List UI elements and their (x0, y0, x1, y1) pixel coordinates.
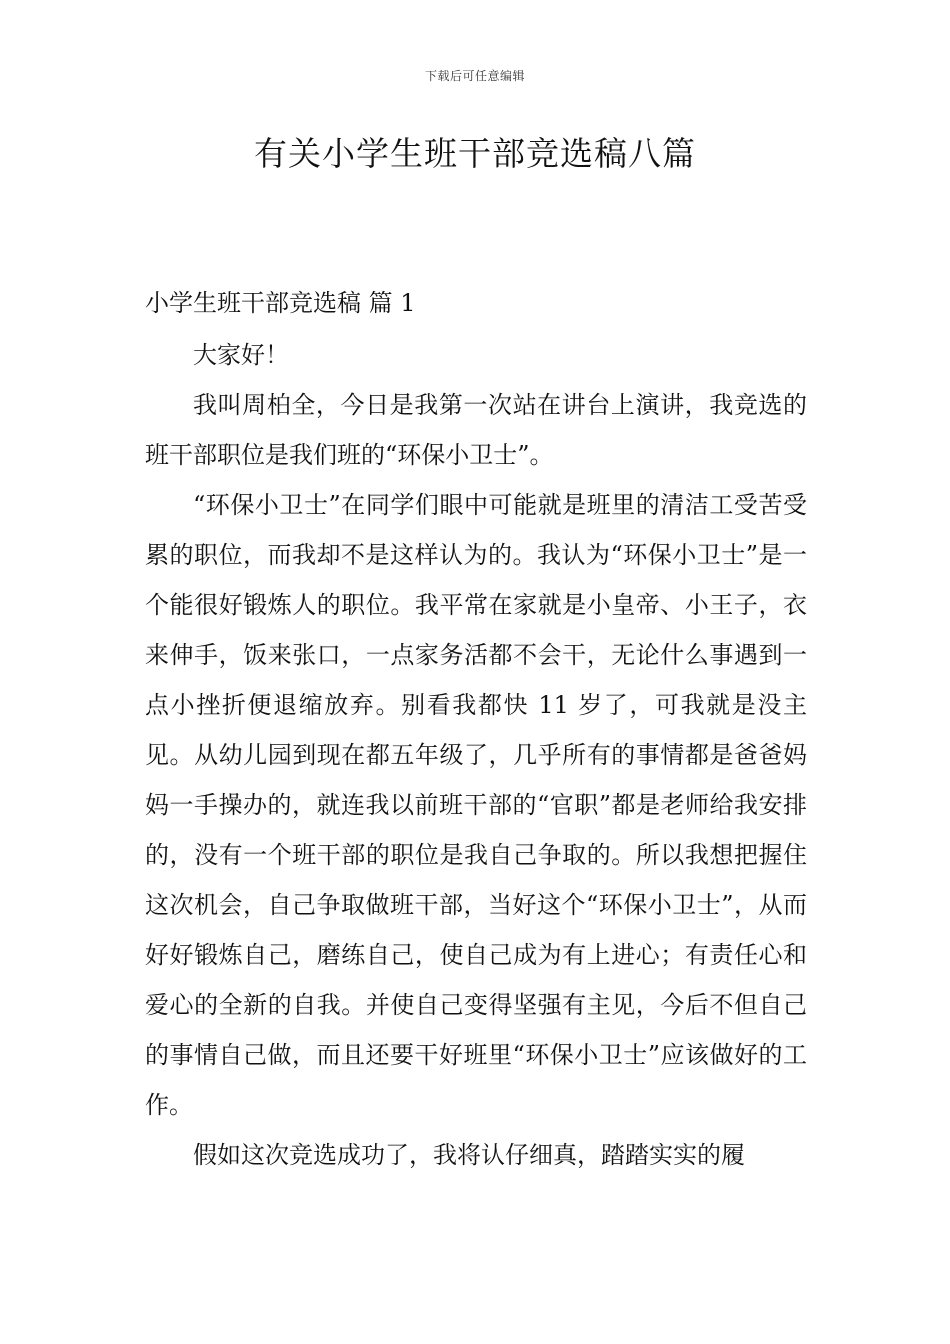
greeting-paragraph: 大家好！ (193, 341, 289, 369)
page-header-note: 下载后可任意编辑 (424, 69, 525, 83)
body-paragraph: 我叫周柏全，今日是我第一次站在讲台上演讲，我竞选的班干部职位是我们班的“环保小卫士”。 (145, 391, 807, 469)
document-body (145, 330, 807, 1180)
section-heading: 小学生班干部竞选稿 篇 1 (145, 289, 416, 317)
body-paragraph: 假如这次竞选成功了，我将认仔细真，踏踏实实的履 (193, 1141, 745, 1169)
body-paragraph: “环保小卫士”在同学们眼中可能就是班里的清洁工受苦受累的职位，而我却不是这样认为的。我认为“环保小卫士”是一个能很好锻炼人的职位。我平常在家就是小皇帝、小王子，衣来伸手，饭来张口，一点家务活都不会干，无论什么事遇到一点小挫折便退缩放弃。别看我都快 11 岁了，可我就是没主见。从幼儿园到现在都五年级了，几乎所有的事情都是爸爸妈妈一手操办的，就连我以前班干部的“官职”都是老师给我安排的，没有一个班干部的职位是我自己争取的。所以我想把握住这次机会，自己争取做班干部，当好这个“环保小卫士”，从而好好锻炼自己，磨练自己，使自己成为有上进心；有责任心和爱心的全新的自我。并使自己变得坚强有主见，今后不但自己的事情自己做，而且还要干好班里“环保小卫士”应该做好的工作。 (145, 491, 807, 1119)
document-title: 有关小学生班干部竞选稿八篇 (254, 134, 696, 173)
